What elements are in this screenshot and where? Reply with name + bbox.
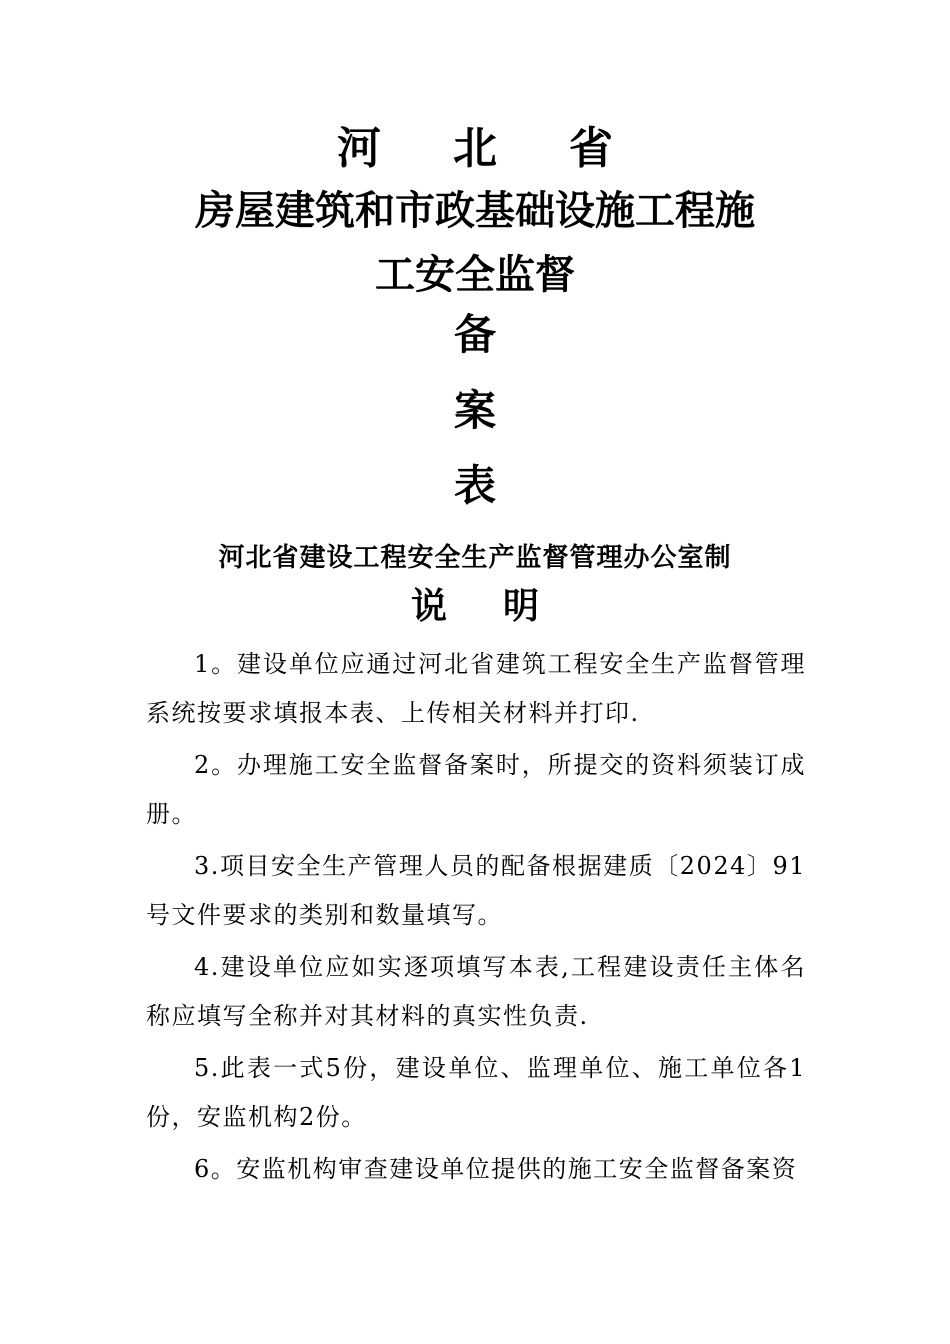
instructions-heading: 说明 (410, 585, 595, 627)
instruction-item: 3.项目安全生产管理人员的配备根据建质〔2024〕91号文件要求的类别和数量填写。 (146, 852, 806, 929)
instruction-item: 5.此表一式5份，建设单位、监理单位、施工单位各1份，安监机构2份。 (146, 1054, 806, 1131)
instruction-item: 1。建设单位应通过河北省建筑工程安全生产监督管理系统按要求填报本表、上传相关材料并打印. (146, 650, 806, 727)
instruction-item: 6。安监机构审查建设单位提供的施工安全监督备案资 (194, 1155, 798, 1183)
title-subject-line-2: 工安全监督 (375, 251, 575, 298)
instructions-list (146, 640, 806, 1197)
title-char-biao: 表 (453, 461, 496, 510)
instruction-item: 4.建设单位应如实逐项填写本表,工程建设责任主体名称应填写全称并对其材料的真实性负责. (146, 953, 806, 1030)
title-province: 河北省 (337, 123, 685, 174)
title-subject-line-1: 房屋建筑和市政基础设施工程施 (195, 187, 755, 234)
issuer-line: 河北省建设工程安全生产监督管理办公室制 (218, 543, 732, 573)
title-char-bei: 备 (453, 310, 496, 359)
instruction-item: 2。办理施工安全监督备案时，所提交的资料须装订成册。 (146, 751, 806, 828)
title-char-an: 案 (453, 386, 496, 435)
